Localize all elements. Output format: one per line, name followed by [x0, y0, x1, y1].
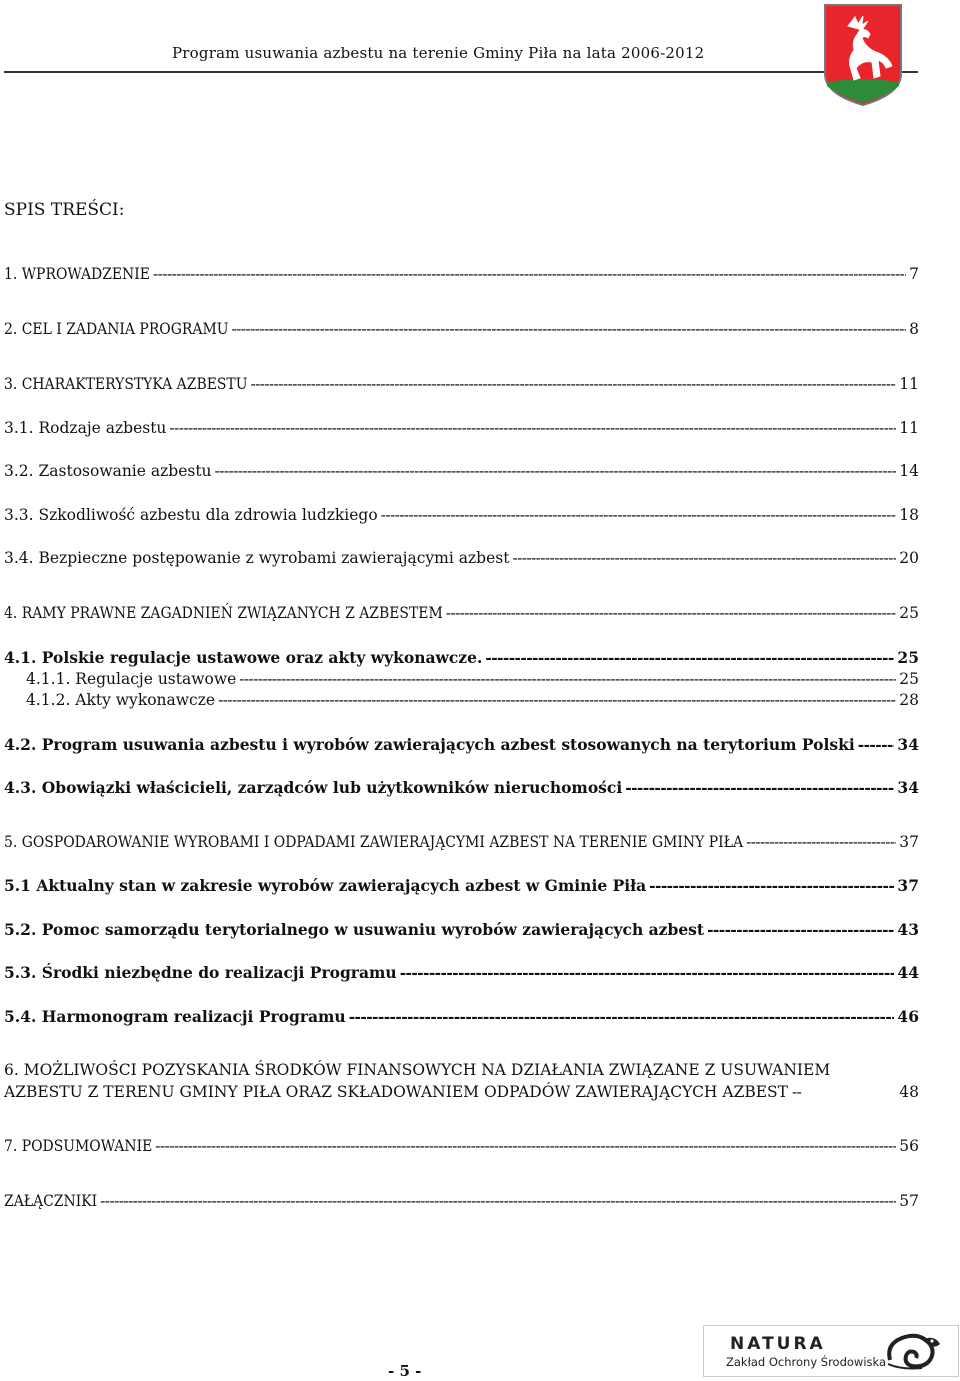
toc-entry-page: 37: [897, 876, 919, 895]
toc-entry-3-3[interactable]: [4, 506, 919, 524]
toc-entry-page: 14: [899, 462, 919, 480]
toc-entry-4[interactable]: [4, 604, 919, 622]
toc-entry-attachments[interactable]: [4, 1192, 919, 1210]
toc-entry-5[interactable]: [4, 833, 919, 851]
toc-entry-7[interactable]: [4, 1137, 919, 1155]
toc-entry-6[interactable]: [4, 1059, 919, 1103]
toc-entry-title: 5.3. Środki niezbędne do realizacji Programu: [4, 963, 397, 982]
dot-leader: [625, 778, 894, 797]
toc-entry-4-3[interactable]: [4, 778, 919, 797]
toc-entry-5-4[interactable]: [4, 1007, 919, 1026]
toc-entry-5-2[interactable]: [4, 920, 919, 939]
header-title: Program usuwania azbestu na terenie Gminy Piła na lata 2006-2012: [172, 44, 705, 62]
logo-subtitle: Zakład Ochrony Środowiska: [726, 1355, 887, 1369]
toc-entry-page: 18: [899, 506, 919, 524]
toc-entry-title: 4.2. Program usuwania azbestu i wyrobów zawierających azbest stosowanych na terytorium Polski: [4, 735, 855, 754]
toc-entry-4-1-2[interactable]: [26, 691, 919, 709]
toc-entry-title: 4.3. Obowiązki właścicieli, zarządców lub użytkowników nieruchomości: [4, 778, 623, 797]
toc-entry-page: 34: [897, 735, 919, 754]
toc-entry-title: 3.3. Szkodliwość azbestu dla zdrowia ludzkiego: [4, 506, 378, 524]
dot-leader: [250, 375, 896, 393]
toc-entry-title-line1: 6. MOŻLIWOŚCI POZYSKANIA ŚRODKÓW FINANSOWYCH NA DZIAŁANIA ZWIĄZANE Z USUWANIEM: [4, 1061, 831, 1079]
toc-entry-title: 5.1 Aktualny stan w zakresie wyrobów zawierających azbest w Gminie Piła: [4, 876, 647, 895]
toc-entry-4-2[interactable]: [4, 735, 919, 754]
toc-entry-title: 4.1.2. Akty wykonawcze: [26, 691, 216, 709]
dot-leader: [215, 462, 897, 480]
toc-entry-5-3[interactable]: [4, 963, 919, 982]
dot-leader: [512, 549, 896, 567]
toc-entry-3-1[interactable]: [4, 419, 919, 437]
toc-entry-page: 37: [899, 833, 919, 851]
logo-name: NATURA: [730, 1334, 826, 1354]
toc-entry-3[interactable]: [4, 375, 919, 393]
dot-leader: [155, 1137, 896, 1155]
toc-entry-title: ZAŁĄCZNIKI: [4, 1192, 98, 1210]
toc-entry-page: 11: [899, 419, 919, 437]
toc-entry-title: 3.2. Zastosowanie azbestu: [4, 462, 212, 480]
toc-entry-title: 7. PODSUMOWANIE: [4, 1137, 153, 1155]
toc-entry-page: 46: [897, 1007, 919, 1026]
dot-leader: [446, 604, 897, 622]
dot-leader: [239, 670, 896, 688]
toc-entry-page: 43: [897, 920, 919, 939]
toc-entry-page: 48: [899, 1083, 919, 1101]
header-rule: [4, 71, 918, 73]
toc-entry-title: 4.1.1. Regulacje ustawowe: [26, 670, 237, 688]
toc-entry-title: 5.2. Pomoc samorządu terytorialnego w usuwaniu wyrobów zawierających azbest: [4, 920, 705, 939]
toc-entry-page: 8: [909, 320, 919, 338]
toc-entry-5-1[interactable]: [4, 876, 919, 895]
dot-leader: [746, 833, 896, 851]
dot-leader: [381, 506, 897, 524]
toc-entry-title: 3. CHARAKTERYSTYKA AZBESTU: [4, 375, 248, 393]
toc-entry-page: 25: [897, 648, 919, 667]
dot-leader: [858, 735, 895, 754]
toc-entry-title: 4. RAMY PRAWNE ZAGADNIEŃ ZWIĄZANYCH Z AZBESTEM: [4, 604, 443, 622]
toc-entry-3-2[interactable]: [4, 462, 919, 480]
toc-entry-page: 34: [897, 778, 919, 797]
toc-entry-4-1[interactable]: [4, 648, 919, 667]
dot-leader: [707, 920, 894, 939]
dot-leader: [400, 963, 895, 982]
toc-entry-page: 7: [909, 265, 919, 283]
dot-leader: [153, 265, 906, 283]
dot-leader: [649, 876, 894, 895]
toc-entry-title: 5.4. Harmonogram realizacji Programu: [4, 1007, 346, 1026]
toc-entry-title-line2: AZBESTU Z TERENU GMINY PIŁA ORAZ SKŁADOWANIEM ODPADÓW ZAWIERAJĄCYCH AZBEST: [4, 1083, 789, 1101]
coat-of-arms-icon: [822, 2, 904, 107]
toc-entry-3-4[interactable]: [4, 549, 919, 567]
toc-entry-title: 5. GOSPODAROWANIE WYROBAMI I ODPADAMI ZAWIERAJĄCYMI AZBEST NA TERENIE GMINY PIŁA: [4, 833, 744, 851]
toc-entry-title: 3.1. Rodzaje azbestu: [4, 419, 167, 437]
toc-entry-page: 56: [899, 1137, 919, 1155]
toc-entry-page: 28: [899, 691, 919, 709]
dot-leader: --: [792, 1083, 802, 1101]
natura-logo: [703, 1325, 959, 1377]
toc-entry-title: 1. WPROWADZENIE: [4, 265, 150, 283]
toc-entry-page: 11: [899, 375, 919, 393]
toc-entry-page: 44: [897, 963, 919, 982]
toc-entry-page: 25: [899, 604, 919, 622]
dot-leader: [232, 320, 907, 338]
dot-leader: [485, 648, 894, 667]
toc-heading: SPIS TREŚCI:: [4, 200, 125, 220]
toc-entry-page: 20: [899, 549, 919, 567]
toc-entry-page: 57: [899, 1192, 919, 1210]
toc-entry-4-1-1[interactable]: [26, 670, 919, 688]
toc-entry-title: 2. CEL I ZADANIA PROGRAMU: [4, 320, 229, 338]
toc-entry-title: 3.4. Bezpieczne postępowanie z wyrobami zawierającymi azbest: [4, 549, 510, 567]
dot-leader: [169, 419, 896, 437]
toc-entry-2[interactable]: [4, 320, 919, 338]
page-number: - 5 -: [388, 1362, 422, 1380]
dot-leader: [349, 1007, 895, 1026]
toc-entry-page: 25: [899, 670, 919, 688]
toc-entry-1[interactable]: [4, 265, 919, 283]
toc-entry-title: 4.1. Polskie regulacje ustawowe oraz akty wykonawcze.: [4, 648, 483, 667]
dot-leader: [100, 1192, 896, 1210]
chameleon-logo-icon: [882, 1330, 944, 1372]
dot-leader: [218, 691, 896, 709]
